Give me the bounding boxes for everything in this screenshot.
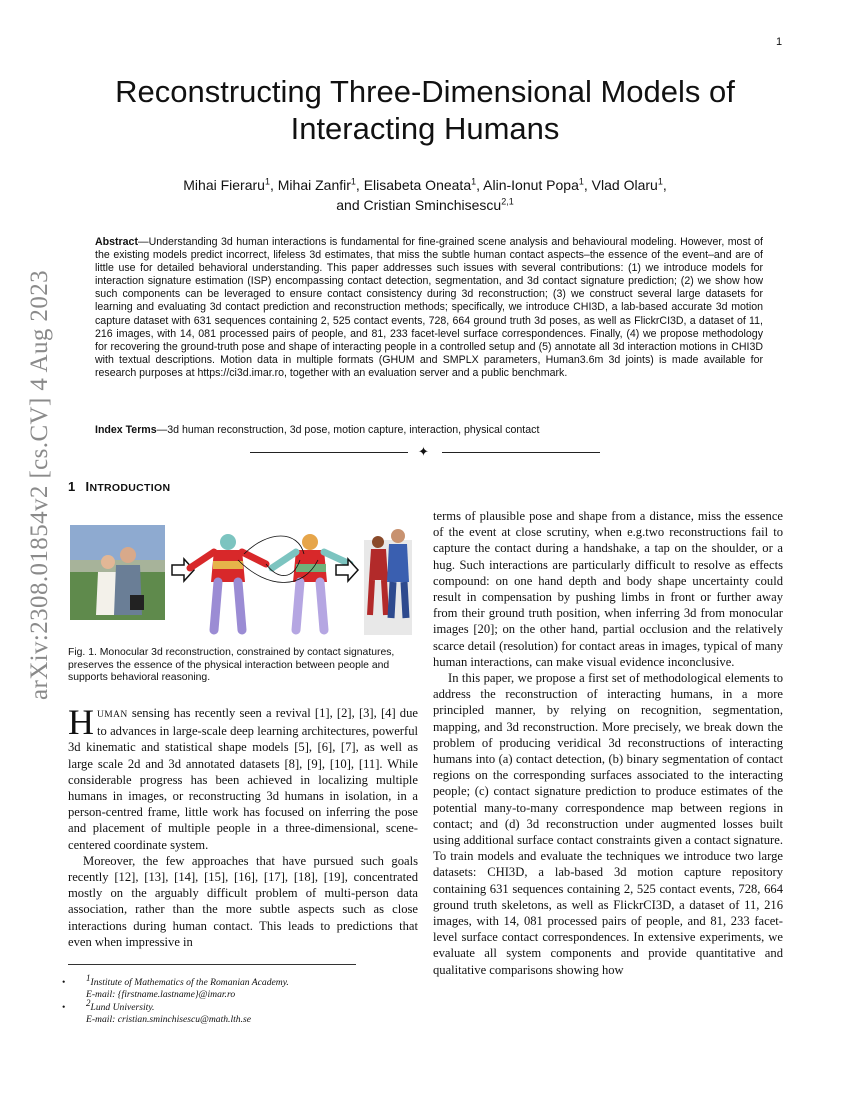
footnote-rule [68, 964, 356, 965]
left-column [68, 702, 418, 950]
author-list: Mihai Fieraru$^1$, Mihai Zanfir$^1$, Elisabeta Oneata$^1$, Alin-Ionut Popa$^1$, Vlad Olaru$^1$, and Cristian Sminchisescu$^{2,1}$ [183, 176, 667, 213]
abstract: Abstract—Understanding 3d human interactions is fundamental for fine-grained scene analysis and behavioural modeling. However, most of the existing models predict incorrect, lifeless 3d estimates, that miss the subtle human contact aspects–the essence of the event–and are of little use for detailed behavioral understanding. This paper addresses such issues with several contributions: (1) we introduce models for interaction signature estimation (ISP) encompassing contact detection, segmentation, and 3d contact signature prediction; (2) we show how such components can be leveraged to ensure contact consistency during 3d reconstruction; (3) we construct several large datasets for learning and evaluating 3d contact prediction and reconstruction methods; specifically, we introduce CHI3D, a lab-based accurate 3d motion capture dataset with 631 sequences containing 2, 525 contact events, 728, 664 ground truth 3d poses, as well as FlickrCI3D, a dataset of 11, 216 images, with 14, 081 processed pairs of people, and 81, 233 facet-level surface correspondences. Finally, (4) we propose methodology for recovering the ground-truth pose and shape of interacting people in a controlled setup and (5) annotate all 3d interaction motions in CHI3D with textual descriptions. Motion data in multiple formats (GHUM and SMPLX parameters, Human3.6m 3d joints) is made available for research purposes at https://ci3d.imar.ro, together with an evaluation server and a public benchmark. [95, 236, 763, 379]
section-heading: 1 INTRODUCTION [68, 479, 171, 494]
right-paragraph-2: In this paper, we propose a first set of methodological elements to address the reconstruction of interacting humans, in a more principled manner, by relying on recognition, segmentation, mapping, and 3d reconstruction. More precisely, we break down the problem of producing veridical 3d reconstructions of interacting humans into (a) contact detection, (b) binary segmentation of contact regions on the corresponding surfaces associated to the interacting people; (c) contact signature prediction to produce estimates of the potential many-to-many correspondence map between regions in contact; and (d) 3d reconstruction under augmented losses built using additional surface contact constraints given a contact signature. To train models and evaluate the techniques we introduce two large datasets: CHI3D, a lab-based 3d motion capture repository containing 631 sequences containing 2, 525 contact events, 728, 664 ground truth skeletons, as well as FlickrCI3D, a dataset of 11, 216 images, with 14, 081 processed pairs of people, and 81, 233 facet-level surface contact correspondences. In extensive experiments, we evaluate all system components and provide quantitative and qualitative comparisons showing how [433, 671, 783, 977]
index-terms: Index Terms—3d human reconstruction, 3d pose, motion capture, interaction, physical contact [95, 424, 540, 436]
right-column [433, 508, 783, 978]
contact-signature-bodies [190, 534, 350, 630]
right-paragraph-1: terms of plausible pose and shape from a distance, miss the essence of the event at close scrutiny, when e.g.two reconstructions fail to capture the contact during a handshake, a tap on the shoulder, or a hug. Such interactions are particularly difficult to resolve as effects compound: on one hand depth and body shape uncertainty could result in compensation by pushing limbs in front or further away from their ground truth position, when inferring 3d from monocular images [20]; on the other hand, partial occlusion and the relatively scarce detail (resolution) for contact areas in images, typical of many human interactions, can make visual evidence inconclusive. [433, 509, 783, 669]
intro-paragraph-1: HUMAN sensing has recently seen a revival [1], [2], [3], [4] due to advances in large-scale deep learning architectures, powerful 3d kinematic and statistical shape models [5], [6], [7], as well as large scale 2d and 3d annotated datasets [8], [9], [10], [11]. While considerable progress has been achieved in localizing multiple humans in images, or reconstructing 3d humans in isolation, in a person-centred frame, little work has focused on inferring the pose and placement of multiple people in a three-dimensional, scene-centered coordinate system. [68, 702, 418, 852]
figure-1 [68, 520, 418, 640]
footnote-2: • $^2$Lund University. E-mail: cristian.sminchisescu@math.lth.se [62, 997, 251, 1026]
figure-caption: Fig. 1. Monocular 3d reconstruction, constrained by contact signatures, preserves the essence of the physical interaction between people and supports behavioral reasoning. [68, 647, 395, 684]
footnotes [62, 972, 412, 1027]
input-photo [70, 525, 165, 620]
intro-paragraph-2: Moreover, the few approaches that have pursued such goals recently [12], [13], [14], [15], [16], [17], [18], [19], concentrated mostly on the arguably difficult problem of multi-person data association, rather than the more subtle aspects such as close interactions during human contact. This leads to predictions that even when impressive in [68, 853, 418, 949]
paper-title: Reconstructing Three-Dimensional Models of Interacting Humans [115, 74, 735, 146]
section-divider: ✦ [250, 446, 600, 460]
page-number: 1 [776, 36, 783, 48]
arxiv-stamp: arXiv:2308.01854v2 [cs.CV] 4 Aug 2023 [26, 269, 53, 701]
footnote-1: • $^1$Institute of Mathematics of the Romanian Academy. E-mail: {firstname.lastname}@imar.ro [62, 972, 289, 1001]
reconstruction-render [364, 529, 412, 635]
